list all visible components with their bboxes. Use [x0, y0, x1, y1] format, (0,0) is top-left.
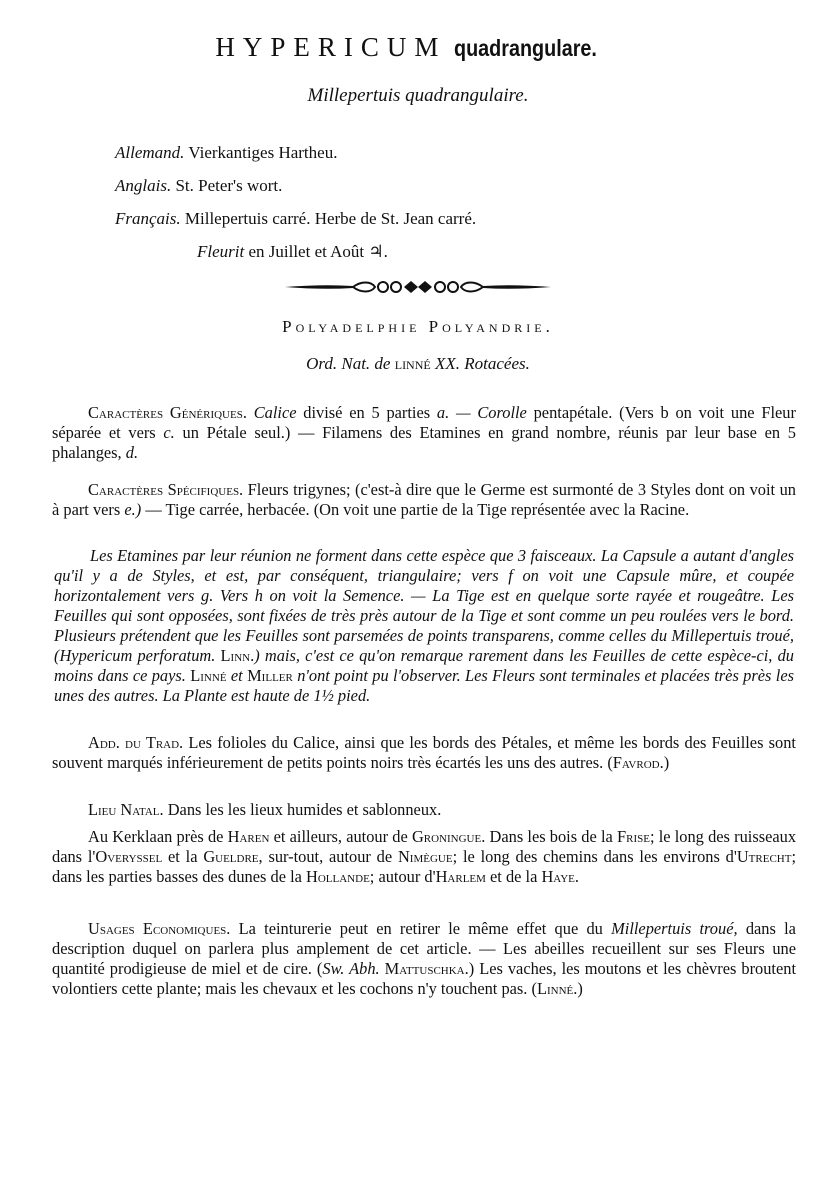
native-habitat [52, 800, 796, 820]
paragraph-text: n'ont point pu l'observer. Les Fleurs sont terminales et placées très près les unes des autres. La Plante est haute de 1½ pied. [54, 666, 794, 705]
paragraph-text: autour d' [378, 867, 436, 886]
genus-name: HYPERICUM [215, 32, 447, 62]
name-value: Vierkantiges Hartheu. [188, 143, 338, 162]
name-row-allemand [115, 136, 476, 169]
author-ref: (Favrod.) [607, 753, 670, 772]
flowering-value: en Juillet et Août ♃. [248, 242, 388, 261]
specific-characters [52, 480, 796, 520]
place-name: Hollande; [306, 867, 375, 886]
paragraph-text: et de la [490, 867, 538, 886]
paragraph-text: ( [316, 959, 323, 978]
paragraph-text: sur-tout, autour de [268, 847, 393, 866]
flowering-row [115, 235, 476, 268]
place-name: Haren [227, 827, 270, 846]
paragraph-text: dans les parties basses des dunes de la [52, 867, 302, 886]
author-ref: Miller [247, 666, 293, 685]
flowering-label: Fleurit [197, 242, 245, 261]
place-name: Frise; [617, 827, 655, 846]
name-value: Millepertuis carré. Herbe de St. Jean carré. [184, 209, 477, 228]
paragraph-text: Fleurs trigynes; (c'est-à dire que le Germe est surmonté de 3 Styles dont on voit un à part vers [52, 480, 796, 519]
paragraph-text: Au Kerklaan près de [88, 827, 224, 846]
french-title: Millepertuis quadrangulaire. [307, 85, 529, 106]
name-value: St. Peter's wort. [175, 176, 283, 195]
place-name: Utrecht; [736, 847, 797, 866]
name-row-francais [115, 202, 476, 235]
author-ref: Linné [190, 666, 227, 685]
place-name: Harlem [435, 867, 486, 886]
order-suffix: XX. Rotacées. [434, 354, 530, 373]
figure-ref: d. [125, 443, 139, 462]
place-name: Gueldre, [203, 847, 263, 866]
order-prefix: Ord. Nat. de [306, 354, 391, 373]
figure-ref: e.) [124, 500, 142, 519]
term: — Corolle [456, 403, 527, 422]
place-name: Nimègue; [397, 847, 458, 866]
natural-order [0, 354, 836, 374]
paragraph-text: La teinturerie peut en retirer le même effet que du [238, 919, 603, 938]
paragraph-text: un Pétale seul.) — Filamens des Etamines en grand nombre, réunis par leur base en 5 phalanges, [52, 423, 797, 462]
paragraph-text: le long des chemins dans les environs d' [462, 847, 737, 866]
generic-characters [52, 403, 796, 463]
linnaean-class: Polyadelphie Polyandrie. [282, 317, 554, 336]
vernacular-names [115, 136, 476, 268]
author-ref: Linn. [220, 646, 255, 665]
figure-ref: a. [436, 403, 450, 422]
language-label: Français. [115, 209, 181, 228]
author-ref: (Linné.) [531, 979, 583, 998]
species-name: quadrangulare. [454, 35, 598, 61]
paragraph-text: et la [168, 847, 198, 866]
figure-ref: c. [163, 423, 175, 442]
language-label: Allemand. [115, 143, 185, 162]
author-ref: Mattuschka.) [384, 959, 475, 978]
plant-name: Millepertuis troué, [611, 919, 738, 938]
paragraph-text: pentapétale. (Vers b on voit une Fleur séparée et vers [52, 403, 796, 442]
paragraph-text: ) mais, c'est ce qu'on remarque rarement dans les Feuilles de cette espèce-ci, du moins dans ce pays. [54, 646, 794, 685]
translator-addition [52, 733, 796, 773]
section-heading: Add. du Trad. [88, 733, 184, 752]
ornament-divider [283, 278, 553, 296]
description [54, 546, 794, 706]
section-heading: Lieu Natal. [88, 800, 164, 819]
paragraph-text: Les Etamines par leur réunion ne forment dans cette espèce que 3 faisceaux. La Capsule a autant d'angles qu'il y a de Styles, et est, par conséquent, triangulaire; vers f on voit une Capsule mûre, et coupée horizontalement vers g. Vers h on voit la Semence. — La Tige est en quelque sorte rayée et rougeâtre. Les Feuilles qui sont opposées, sont fixées de très près autour de la Tige et sont comme un peu roulées vers le bord. Plusieurs prétendent que les Feuilles sont parsemées de points transparens, comme celles du Millepertuis troué, (Hypericum perforatum. [54, 546, 794, 665]
section-heading: Caractères Génériques. [88, 403, 247, 422]
section-heading: Caractères Spécifiques. [88, 480, 244, 499]
paragraph-text: divisé en 5 parties [303, 403, 431, 422]
place-name: Haye. [541, 867, 580, 886]
paragraph-text: et ailleurs, autour de [273, 827, 408, 846]
place-name: Groningue. [411, 827, 486, 846]
section-heading: Usages Economiques. [88, 919, 231, 938]
paragraph-text: Les folioles du Calice, ainsi que les bords des Pétales, et même les bords des Feuilles sont souvent marqués inférieurement de petits points noirs très écartés les uns des autres. [52, 733, 796, 772]
paragraph-text: le long des ruisseaux dans l' [52, 827, 797, 866]
name-row-anglais [115, 169, 476, 202]
paragraph-text: Dans les bois de la [489, 827, 613, 846]
economic-uses [52, 919, 796, 999]
place-name: Overyssel [95, 847, 163, 866]
localities [52, 827, 796, 887]
paragraph-text: — Tige carrée, herbacée. (On voit une partie de la Tige représentée avec la Racine. [145, 500, 690, 519]
paragraph-text: Dans les les lieux humides et sablonneux. [167, 800, 442, 819]
language-label: Anglais. [115, 176, 172, 195]
paragraph-text: dans la description duquel on parlera plus amplement de cet article. — Les abeilles recueillent sur ses Fleurs une quantité prodigieuse de miel et de cire. [52, 919, 796, 978]
paragraph-text: et [230, 666, 243, 685]
order-author: linné [394, 354, 431, 373]
page-title [0, 32, 836, 63]
term: Calice [253, 403, 297, 422]
paragraph-text: Les vaches, les moutons et les chèvres broutent volontiers cette plante; mais les chevaux et les cochons n'y touchent pas. [52, 959, 796, 998]
source-ref: Sw. Abh. [322, 959, 380, 978]
